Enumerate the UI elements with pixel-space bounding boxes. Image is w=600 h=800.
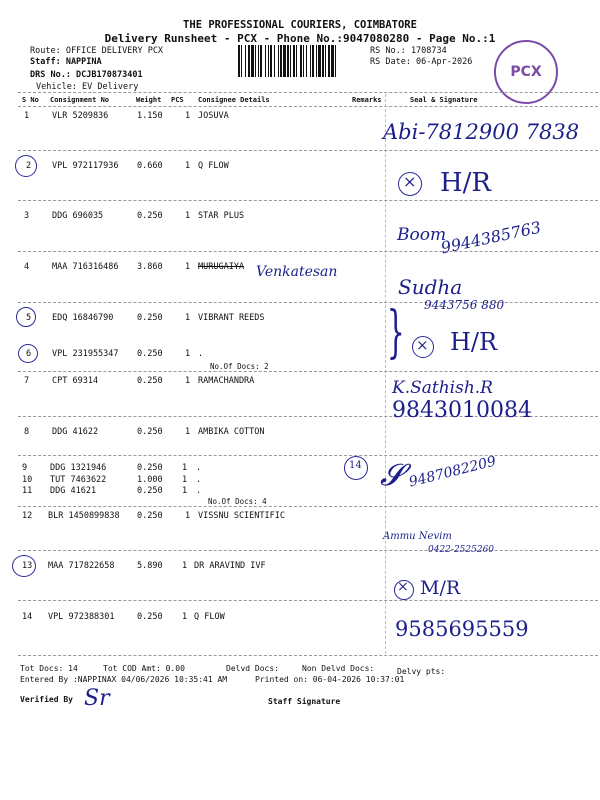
- row-10-pcs: 1: [182, 475, 188, 485]
- sno-circle-mark: [15, 155, 37, 177]
- row-13-consignee: DR ARAVIND IVF: [194, 561, 266, 571]
- row-11-consignee: .: [196, 486, 202, 496]
- row-3-weight: 0.250: [137, 211, 163, 221]
- barcode-graphic: [236, 45, 366, 77]
- row-9-cno: DDG 1321946: [50, 463, 107, 473]
- pcx-stamp: [494, 40, 558, 104]
- handwritten-signature: Sudha: [398, 275, 463, 299]
- row-8-pcs: 1: [185, 427, 191, 437]
- row-7-weight: 0.250: [137, 376, 163, 386]
- row-9-weight: 0.250: [137, 463, 163, 473]
- row-8-sno: 8: [24, 427, 30, 437]
- row-14-cno: VPL 972388301: [48, 612, 115, 622]
- handwritten-phone: 9585695559: [395, 617, 529, 641]
- row-1-weight: 1.150: [137, 111, 163, 121]
- handwritten-phone: 9843010084: [392, 398, 532, 423]
- entered-by: Entered By :NAPPINAX 04/06/2026 10:35:41 AM: [20, 675, 228, 684]
- barcode-bar: [335, 45, 336, 77]
- col-consignment: Consignment No: [50, 96, 110, 104]
- row-13-cno: MAA 717822658: [48, 561, 115, 571]
- barcode-bar: [270, 45, 272, 77]
- tot-cod-amount: Tot COD Amt: 0.00: [103, 664, 185, 673]
- row-11-pcs: 1: [182, 486, 188, 496]
- row-4-pcs: 1: [185, 262, 191, 272]
- row-2-pcs: 1: [185, 161, 191, 171]
- row-10-consignee: .: [196, 475, 202, 485]
- row-2-consignee: Q FLOW: [198, 161, 229, 171]
- row-6-pcs: 1: [185, 349, 191, 359]
- row-14-weight: 0.250: [137, 612, 163, 622]
- row-5-weight: 0.250: [137, 313, 163, 323]
- row-12-consignee: VISSNU SCIENTIFIC: [198, 511, 285, 521]
- barcode-bar: [296, 45, 297, 77]
- row-separator: [18, 302, 598, 303]
- row-12-sno: 12: [22, 511, 33, 521]
- row-9-sno: 9: [22, 463, 28, 473]
- handwritten-consignee: Venkatesan: [256, 264, 338, 280]
- company-name: THE PROFESSIONAL COURIERS, COIMBATORE: [183, 19, 417, 31]
- row-separator: [18, 150, 598, 151]
- cross-mark: ×: [416, 336, 429, 354]
- row-3-pcs: 1: [185, 211, 191, 221]
- row-separator: [18, 506, 598, 507]
- row-9-consignee: .: [196, 463, 202, 473]
- col-seal: Seal & Signature: [410, 96, 478, 104]
- col-remarks: Remarks: [352, 96, 382, 104]
- barcode-bar: [316, 45, 317, 77]
- row-12-pcs: 1: [185, 511, 191, 521]
- row-13-pcs: 1: [182, 561, 188, 571]
- barcode-bar: [283, 45, 286, 77]
- row-10-weight: 1.000: [137, 475, 163, 485]
- row-7-cno: CPT 69314: [52, 376, 99, 386]
- row-1-cno: VLR 5209836: [52, 111, 109, 121]
- handwritten-remark: H/R: [440, 168, 492, 198]
- remarks-divider: [385, 94, 386, 654]
- handwritten-signature: Abi-7812900 7838: [383, 120, 580, 144]
- handwritten-phone: 9443756 880: [424, 298, 505, 312]
- rs-date: RS Date: 06-Apr-2026: [370, 57, 473, 67]
- row-13-weight: 5.890: [137, 561, 163, 571]
- stamp-text: PCX: [510, 64, 542, 80]
- barcode-bar: [328, 45, 330, 77]
- row-6-sno: 6: [26, 349, 32, 359]
- row-10-cno: TUT 7463622: [50, 475, 107, 485]
- row-1-consignee: JOSUVA: [198, 111, 229, 121]
- row-4-weight: 3.860: [137, 262, 163, 272]
- row-5-cno: EDQ 16846790: [52, 313, 114, 323]
- row-4-cno: MAA 716316486: [52, 262, 119, 272]
- row-13-sno: 13: [22, 561, 33, 571]
- barcode-bar: [265, 45, 266, 77]
- handwritten-remark: M/R: [420, 577, 461, 599]
- row-14-sno: 14: [22, 612, 33, 622]
- row-6-cno: VPL 231955347: [52, 349, 119, 359]
- barcode-bar: [310, 45, 311, 77]
- handwritten-signature: Ammu Nevim: [383, 531, 452, 542]
- sno-circle-mark: [18, 344, 38, 363]
- col-weight: Weight: [136, 96, 162, 104]
- handwritten-signature: K.Sathish.R: [392, 378, 493, 398]
- printed-on: Printed on: 06-04-2026 10:37:01: [255, 675, 405, 684]
- row-2-sno: 2: [26, 161, 32, 171]
- handwritten-phone: 0422-2525260: [428, 545, 495, 555]
- row-3-consignee: STAR PLUS: [198, 211, 245, 221]
- barcode-bar: [306, 45, 307, 77]
- row-6-consignee: .: [198, 349, 204, 359]
- barcode-bar: [303, 45, 304, 77]
- row-11-cno: DDG 41621: [50, 486, 97, 496]
- row-separator: [18, 371, 598, 372]
- col-pcs: PCS: [171, 96, 184, 104]
- row-9-pcs: 1: [182, 463, 188, 473]
- cross-mark: ×: [403, 172, 417, 191]
- row-5-sno: 5: [26, 313, 32, 323]
- header-rule-top: [18, 92, 598, 93]
- row-8-weight: 0.250: [137, 427, 163, 437]
- barcode-bar: [238, 45, 240, 77]
- barcode-bar: [312, 45, 314, 77]
- col-sno: S No: [22, 96, 39, 104]
- row-7-pcs: 1: [185, 376, 191, 386]
- row-2-cno: VPL 972117936: [52, 161, 119, 171]
- row-5-pcs: 1: [185, 313, 191, 323]
- row-8-consignee: AMBIKA COTTON: [198, 427, 265, 437]
- barcode: [236, 45, 366, 77]
- row-11-sno: 11: [22, 486, 33, 496]
- barcode-bar: [322, 45, 324, 77]
- document-title: Delivery Runsheet - PCX - Phone No.:9047080280 - Page No.:1: [104, 32, 496, 45]
- route-label: Route: OFFICE DELIVERY PCX: [30, 46, 164, 56]
- docs-count-note: No.Of Docs: 4: [208, 497, 267, 506]
- drs-number: DRS No.: DCJB170873401: [30, 70, 143, 80]
- handwritten-remark: H/R: [450, 328, 498, 356]
- circle-14-text: 14: [349, 460, 362, 471]
- vehicle-label: Vehicle: EV Delivery: [36, 82, 139, 92]
- barcode-bar: [290, 45, 291, 77]
- cross-mark: ×: [397, 579, 409, 595]
- row-separator: [18, 550, 598, 551]
- barcode-bar: [255, 45, 256, 77]
- sno-circle-mark: [16, 307, 36, 327]
- barcode-bar: [325, 45, 326, 77]
- row-separator: [18, 455, 598, 456]
- delivered-docs: Delvd Docs:: [226, 664, 279, 673]
- verified-by-label: Verified By: [20, 695, 73, 704]
- barcode-bar: [248, 45, 250, 77]
- row-2-weight: 0.660: [137, 161, 163, 171]
- barcode-bar: [258, 45, 259, 77]
- row-14-pcs: 1: [182, 612, 188, 622]
- brace-mark: }: [386, 300, 405, 365]
- row-5-consignee: VIBRANT REEDS: [198, 313, 265, 323]
- barcode-bar: [274, 45, 275, 77]
- signature-scribble: 𝓢: [380, 458, 404, 493]
- tot-docs: Tot Docs: 14: [20, 664, 78, 673]
- staff-signature-label: Staff Signature: [268, 697, 341, 706]
- docs-count-note: No.Of Docs: 2: [210, 362, 269, 371]
- staff-label: Staff: NAPPINA: [30, 57, 102, 67]
- row-separator: [18, 200, 598, 201]
- row-separator: [18, 251, 598, 252]
- verified-signature: Sr: [84, 686, 110, 711]
- barcode-bar: [241, 45, 242, 77]
- row-1-pcs: 1: [185, 111, 191, 121]
- barcode-bar: [268, 45, 269, 77]
- row-1-sno: 1: [24, 111, 30, 121]
- barcode-bar: [245, 45, 246, 77]
- non-delivered-docs: Non Delvd Docs:: [302, 664, 375, 673]
- row-8-cno: DDG 41622: [52, 427, 99, 437]
- barcode-bar: [287, 45, 289, 77]
- barcode-bar: [278, 45, 279, 77]
- row-7-sno: 7: [24, 376, 30, 386]
- barcode-bar: [251, 45, 254, 77]
- row-7-consignee: RAMACHANDRA: [198, 376, 255, 386]
- barcode-bar: [331, 45, 334, 77]
- row-14-consignee: Q FLOW: [194, 612, 225, 622]
- row-4-sno: 4: [24, 262, 30, 272]
- handwritten-phone: 9944385763: [439, 217, 543, 258]
- row-11-weight: 0.250: [137, 486, 163, 496]
- header-rule-bottom: [18, 106, 598, 107]
- barcode-bar: [280, 45, 282, 77]
- row-12-cno: BLR 1450899838: [48, 511, 120, 521]
- col-consignee: Consignee Details: [198, 96, 270, 104]
- row-3-sno: 3: [24, 211, 30, 221]
- barcode-bar: [260, 45, 262, 77]
- sno-circle-mark: [12, 555, 36, 577]
- barcode-bar: [300, 45, 302, 77]
- barcode-bar: [293, 45, 295, 77]
- delivery-points: Delvy pts:: [397, 667, 446, 676]
- handwritten-phone: 9487082209: [407, 453, 498, 491]
- row-separator: [18, 600, 598, 601]
- row-6-weight: 0.250: [137, 349, 163, 359]
- row-4-consignee: MURUGAIYA: [198, 262, 245, 272]
- row-separator: [18, 655, 598, 656]
- barcode-bar: [318, 45, 321, 77]
- handwritten-signature: Boom: [397, 225, 447, 245]
- row-10-sno: 10: [22, 475, 33, 485]
- rs-number: RS No.: 1708734: [370, 46, 447, 56]
- row-12-weight: 0.250: [137, 511, 163, 521]
- row-3-cno: DDG 696035: [52, 211, 104, 221]
